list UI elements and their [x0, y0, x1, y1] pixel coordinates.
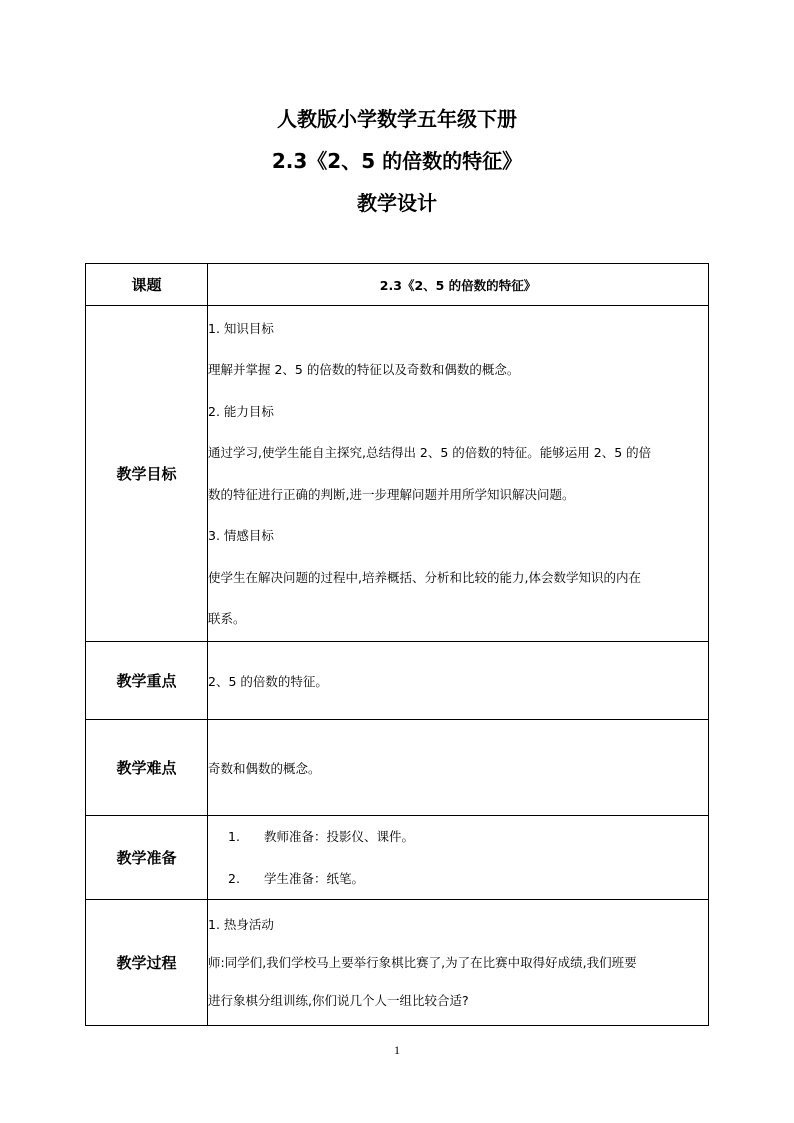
objective-line: 通过学习,使学生能自主探究,总结得出 2、5 的倍数的特征。能够运用 2、5 的倍: [208, 445, 652, 460]
process-content: [208, 900, 709, 1026]
process-line: 师:同学们,我们学校马上要举行象棋比赛了,为了在比赛中取得好成绩,我们班要: [208, 954, 637, 970]
page-number: 1: [394, 1043, 400, 1057]
preparation-item: [208, 858, 708, 900]
list-number: 1.: [228, 829, 240, 844]
document-title: 人教版小学数学五年级下册: [277, 107, 517, 131]
preparation-content: [208, 816, 709, 900]
topic-value: 2.3《2、5 的倍数的特征》: [208, 264, 709, 306]
table-row-difficulties: [86, 720, 709, 816]
objective-line: 理解并掌握 2、5 的倍数的特征以及奇数和偶数的概念。: [208, 362, 520, 377]
difficulties-label: 教学难点: [86, 720, 208, 816]
preparation-item-text: 教师准备：投影仪、课件。: [264, 829, 415, 844]
objectives-content: [208, 306, 709, 642]
table-row-topic: [86, 264, 709, 306]
process-label: 教学过程: [86, 900, 208, 1026]
key-points-value: 2、5 的倍数的特征。: [208, 642, 709, 720]
difficulties-value: 奇数和偶数的概念。: [208, 720, 709, 816]
objective-line: 使学生在解决问题的过程中,培养概括、分析和比较的能力,体会数学知识的内在: [208, 569, 641, 585]
list-number: 2.: [228, 870, 240, 886]
lesson-title: 2.3《2、5 的倍数的特征》: [271, 149, 523, 173]
objectives-label: 教学目标: [86, 306, 208, 642]
table-row-process: [86, 900, 709, 1026]
objective-line: 联系。: [208, 611, 246, 626]
table-row-key-points: [86, 642, 709, 720]
objective-line: 数的特征进行正确的判断,进一步理解问题并用所学知识解决问题。: [208, 486, 575, 502]
objective-line: 1. 知识目标: [208, 320, 274, 336]
key-points-label: 教学重点: [86, 642, 208, 720]
preparation-item-text: 学生准备：纸笔。: [264, 870, 365, 886]
lesson-plan-table: [85, 263, 709, 1026]
document-subtitle: 教学设计: [357, 191, 437, 215]
preparation-label: 教学准备: [86, 816, 208, 900]
table-row-preparation: [86, 816, 709, 900]
objective-line: 3. 情感目标: [208, 528, 274, 543]
process-line: 1. 热身活动: [208, 916, 274, 932]
table-row-objectives: [86, 306, 709, 642]
topic-label: 课题: [86, 264, 208, 306]
process-line: 进行象棋分组训练,你们说几个人一组比较合适?: [208, 992, 469, 1008]
objective-line: 2. 能力目标: [208, 403, 274, 419]
preparation-item: [208, 816, 708, 858]
